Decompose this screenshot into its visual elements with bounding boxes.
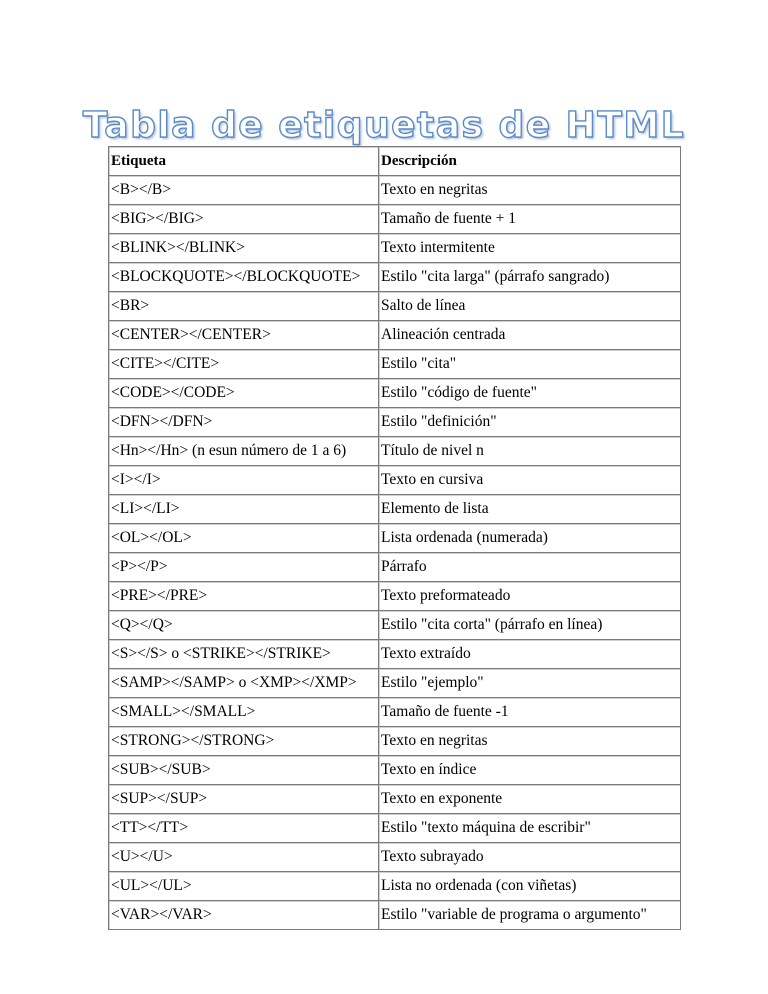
table-row (109, 292, 681, 321)
description-cell: Lista ordenada (numerada) (379, 524, 681, 553)
tag-cell: <PRE></PRE> (109, 582, 379, 611)
table-row (109, 379, 681, 408)
description-cell: Texto en negritas (379, 176, 681, 205)
description-cell: Texto extraído (379, 640, 681, 669)
description-cell: Estilo "variable de programa o argumento" (379, 901, 681, 930)
description-cell: Texto subrayado (379, 843, 681, 872)
column-header-etiqueta: Etiqueta (109, 147, 379, 176)
table-row (109, 263, 681, 292)
tag-cell: <TT></TT> (109, 814, 379, 843)
description-cell: Texto en índice (379, 756, 681, 785)
tag-cell: <S></S> o <STRIKE></STRIKE> (109, 640, 379, 669)
tag-cell: <P></P> (109, 553, 379, 582)
tag-cell: <VAR></VAR> (109, 901, 379, 930)
description-cell: Estilo "cita larga" (párrafo sangrado) (379, 263, 681, 292)
table-row (109, 698, 681, 727)
table-row (109, 234, 681, 263)
table-row (109, 437, 681, 466)
tag-cell: <OL></OL> (109, 524, 379, 553)
description-cell: Estilo "cita" (379, 350, 681, 379)
column-header-descripcion: Descripción (379, 147, 681, 176)
description-cell: Alineación centrada (379, 321, 681, 350)
table-header-row (109, 147, 681, 176)
table-row (109, 669, 681, 698)
tag-cell: <CENTER></CENTER> (109, 321, 379, 350)
table-row (109, 350, 681, 379)
table-row (109, 205, 681, 234)
tag-cell: <SMALL></SMALL> (109, 698, 379, 727)
tag-cell: <B></B> (109, 176, 379, 205)
tag-cell: <LI></LI> (109, 495, 379, 524)
description-cell: Texto preformateado (379, 582, 681, 611)
tag-cell: <BLINK></BLINK> (109, 234, 379, 263)
table-row (109, 640, 681, 669)
description-cell: Texto en exponente (379, 785, 681, 814)
description-cell: Texto intermitente (379, 234, 681, 263)
description-cell: Salto de línea (379, 292, 681, 321)
table-row (109, 553, 681, 582)
description-cell: Texto en cursiva (379, 466, 681, 495)
description-cell: Párrafo (379, 553, 681, 582)
table-row (109, 495, 681, 524)
tag-cell: <SUP></SUP> (109, 785, 379, 814)
description-cell: Estilo "ejemplo" (379, 669, 681, 698)
tag-cell: <CITE></CITE> (109, 350, 379, 379)
tag-cell: <DFN></DFN> (109, 408, 379, 437)
tag-cell: <Q></Q> (109, 611, 379, 640)
table-row (109, 582, 681, 611)
table-row (109, 756, 681, 785)
table-row (109, 901, 681, 930)
table-row (109, 611, 681, 640)
tags-table-container (108, 146, 680, 930)
table-row (109, 466, 681, 495)
description-cell: Estilo "código de fuente" (379, 379, 681, 408)
description-cell: Título de nivel n (379, 437, 681, 466)
tag-cell: <Hn></Hn> (n esun número de 1 a 6) (109, 437, 379, 466)
tag-cell: <CODE></CODE> (109, 379, 379, 408)
tag-cell: <SAMP></SAMP> o <XMP></XMP> (109, 669, 379, 698)
table-row (109, 727, 681, 756)
page-title: Tabla de etiquetas de HTML (82, 105, 686, 147)
description-cell: Tamaño de fuente -1 (379, 698, 681, 727)
table-row (109, 872, 681, 901)
tag-cell: <STRONG></STRONG> (109, 727, 379, 756)
table-row (109, 814, 681, 843)
table-row (109, 408, 681, 437)
tags-table (108, 146, 681, 930)
tag-cell: <U></U> (109, 843, 379, 872)
description-cell: Texto en negritas (379, 727, 681, 756)
description-cell: Tamaño de fuente + 1 (379, 205, 681, 234)
description-cell: Lista no ordenada (con viñetas) (379, 872, 681, 901)
tag-cell: <BLOCKQUOTE></BLOCKQUOTE> (109, 263, 379, 292)
table-row (109, 843, 681, 872)
table-row (109, 321, 681, 350)
tag-cell: <BR> (109, 292, 379, 321)
tag-cell: <SUB></SUB> (109, 756, 379, 785)
description-cell: Estilo "texto máquina de escribir" (379, 814, 681, 843)
table-row (109, 176, 681, 205)
description-cell: Estilo "cita corta" (párrafo en línea) (379, 611, 681, 640)
table-row (109, 785, 681, 814)
tag-cell: <BIG></BIG> (109, 205, 379, 234)
description-cell: Elemento de lista (379, 495, 681, 524)
tag-cell: <I></I> (109, 466, 379, 495)
tag-cell: <UL></UL> (109, 872, 379, 901)
description-cell: Estilo "definición" (379, 408, 681, 437)
table-row (109, 524, 681, 553)
